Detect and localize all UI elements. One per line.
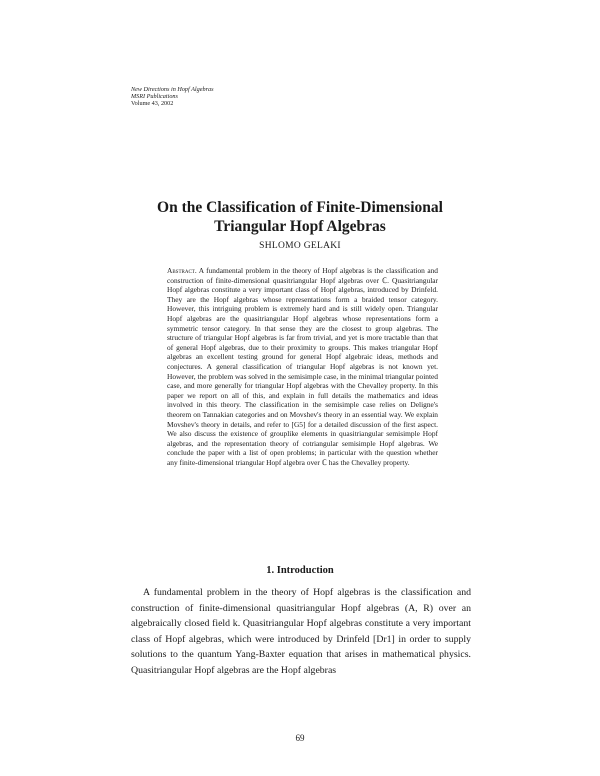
journal-series: New Directions in Hopf Algebras (131, 86, 214, 93)
paper-title-line-1: On the Classification of Finite-Dimensional (157, 199, 443, 216)
abstract-label: Abstract. (167, 266, 197, 275)
body-paragraph: A fundamental problem in the theory of Hopf algebras is the classification and construction of finite-dimensional quasitriangular Hopf algebras (A, R) over an algebraically closed field k. Quasitriangular Hopf algebras constitute a very important class of Hopf algebras, which were introduced by Drinfeld [Dr1] in order to supply solutions to the quantum Yang-Baxter equation that arises in mathematical physics. Quasitriangular Hopf algebras are the Hopf algebras (131, 587, 471, 676)
journal-volume: Volume 43, 2002 (131, 100, 174, 107)
section-heading: 1. Introduction (266, 565, 334, 576)
author-name: SHLOMO GELAKI (259, 241, 341, 251)
paper-title-line-2: Triangular Hopf Algebras (214, 218, 386, 235)
page-number: 69 (295, 733, 305, 743)
abstract-text: A fundamental problem in the theory of Hopf algebras is the classification and construction of finite-dimensional quasitriangular Hopf algebras over ℂ. Quasitriangular Hopf algebras constitute a very important class of Hopf algebras, introduced by Drinfeld. They are the Hopf algebras whose representations form a braided tensor category. However, this intriguing problem is extremely hard and is still widely open. Triangular Hopf algebras are the quasitriangular Hopf algebras whose representations form a symmetric tensor category. In that sense they are the closest to group algebras. The structure of triangular Hopf algebras is far from trivial, and yet is more tractable than that of general Hopf algebras, due to their proximity to groups. This makes triangular Hopf algebras an excellent testing ground for general Hopf algebraic ideas, methods and conjectures. A general classification of triangular Hopf algebras is not known yet. However, the problem was solved in the semisimple case, in the minimal triangular pointed case, and more generally for triangular Hopf algebras with the Chevalley property. In this paper we report on all of this, and explain in full details the mathematics and ideas involved in this theory. The classification in the semisimple case relies on Deligne's theorem on Tannakian categories and on Movshev's theory in an essential way. We explain Movshev's theory in details, and refer to [G5] for a detailed discussion of the first aspect. We also discuss the existence of grouplike elements in quasitriangular semisimple Hopf algebras, and the representation theory of cotriangular semisimple Hopf algebras. We conclude the paper with a list of open problems; in particular with the question whether any finite-dimensional triangular Hopf algebra over ℂ has the Chevalley property. (167, 266, 438, 467)
journal-publisher: MSRI Publications (131, 93, 178, 100)
abstract (167, 266, 438, 467)
paper-title (90, 198, 510, 236)
journal-header (131, 86, 214, 107)
